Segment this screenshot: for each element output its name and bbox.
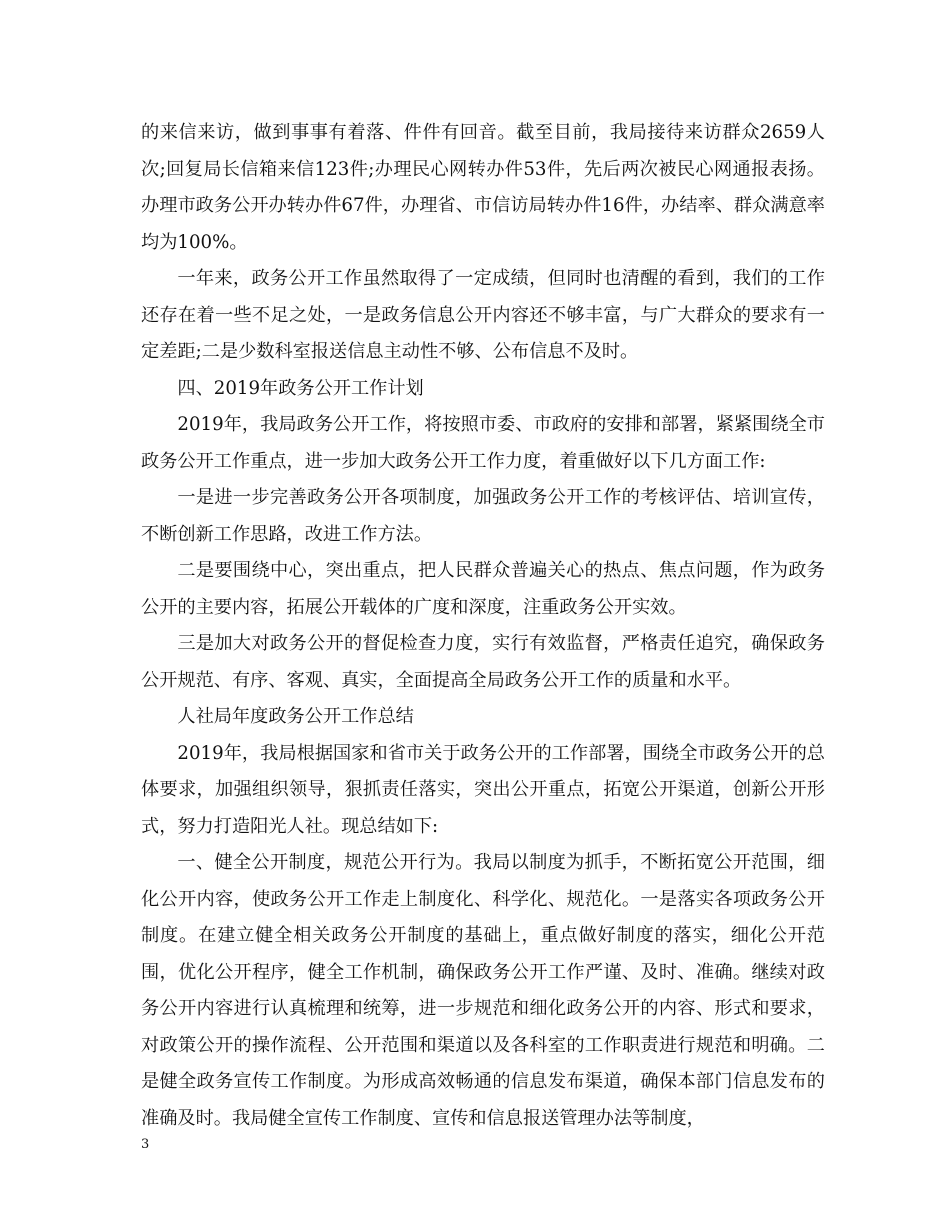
paragraph: 2019年，我局政务公开工作，将按照市委、市政府的安排和部署，紧紧围绕全市政务公开工作重点，进一步加大政务公开工作力度，着重做好以下几方面工作: <box>141 414 825 472</box>
body-text <box>141 115 825 1137</box>
paragraph: 一年来，政务公开工作虽然取得了一定成绩，但同时也清醒的看到，我们的工作还存在着一些不足之处，一是政务信息公开内容还不够丰富，与广大群众的要求有一定差距;二是少数科室报送信息主动性不够、公布信息不及时。 <box>141 268 825 362</box>
paragraph: 一是进一步完善政务公开各项制度，加强政务公开工作的考核评估、培训宣传，不断创新工作思路，改进工作方法。 <box>141 487 825 545</box>
section-heading: 四、2019年政务公开工作计划 <box>177 377 424 399</box>
paragraph: 2019年，我局根据国家和省市关于政务公开的工作部署，围绕全市政务公开的总体要求，加强组织领导，狠抓责任落实，突出公开重点，拓宽公开渠道，创新公开形式，努力打造阳光人社。现总结如下: <box>141 742 825 837</box>
paragraph: 的来信来访，做到事事有着落、件件有回音。截至目前，我局接待来访群众2659人次;回复局长信箱来信123件;办理民心网转办件53件，先后两次被民心网通报表扬。办理市政务公开办转办件67件，办理省、市信访局转办件16件，办结率、群众满意率均为100%。 <box>141 122 825 253</box>
page-number: 3 <box>141 1137 150 1152</box>
paragraph: 二是要围绕中心，突出重点，把人民群众普遍关心的热点、焦点问题，作为政务公开的主要内容，拓展公开载体的广度和深度，注重政务公开实效。 <box>141 560 825 618</box>
paragraph: 三是加大对政务公开的督促检查力度，实行有效监督，严格责任追究，确保政务公开规范、有序、客观、真实，全面提高全局政务公开工作的质量和水平。 <box>141 633 825 691</box>
paragraph: 一、健全公开制度，规范公开行为。我局以制度为抓手，不断拓宽公开范围，细化公开内容，使政务公开工作走上制度化、科学化、规范化。一是落实各项政务公开制度。在建立健全相关政务公开制度的基础上，重点做好制度的落实，细化公开范围，优化公开程序，健全工作机制，确保政务公开工作严谨、及时、准确。继续对政务公开内容进行认真梳理和统筹，进一步规范和细化政务公开的内容、形式和要求，对政策公开的操作流程、公开范围和渠道以及各科室的工作职责进行规范和明确。二是健全政务宣传工作制度。为形成高效畅通的信息发布渠道，确保本部门信息发布的准确及时。我局健全宣传工作制度、宣传和信息报送管理办法等制度， <box>141 852 825 1129</box>
document-title: 人社局年度政务公开工作总结 <box>177 706 414 727</box>
